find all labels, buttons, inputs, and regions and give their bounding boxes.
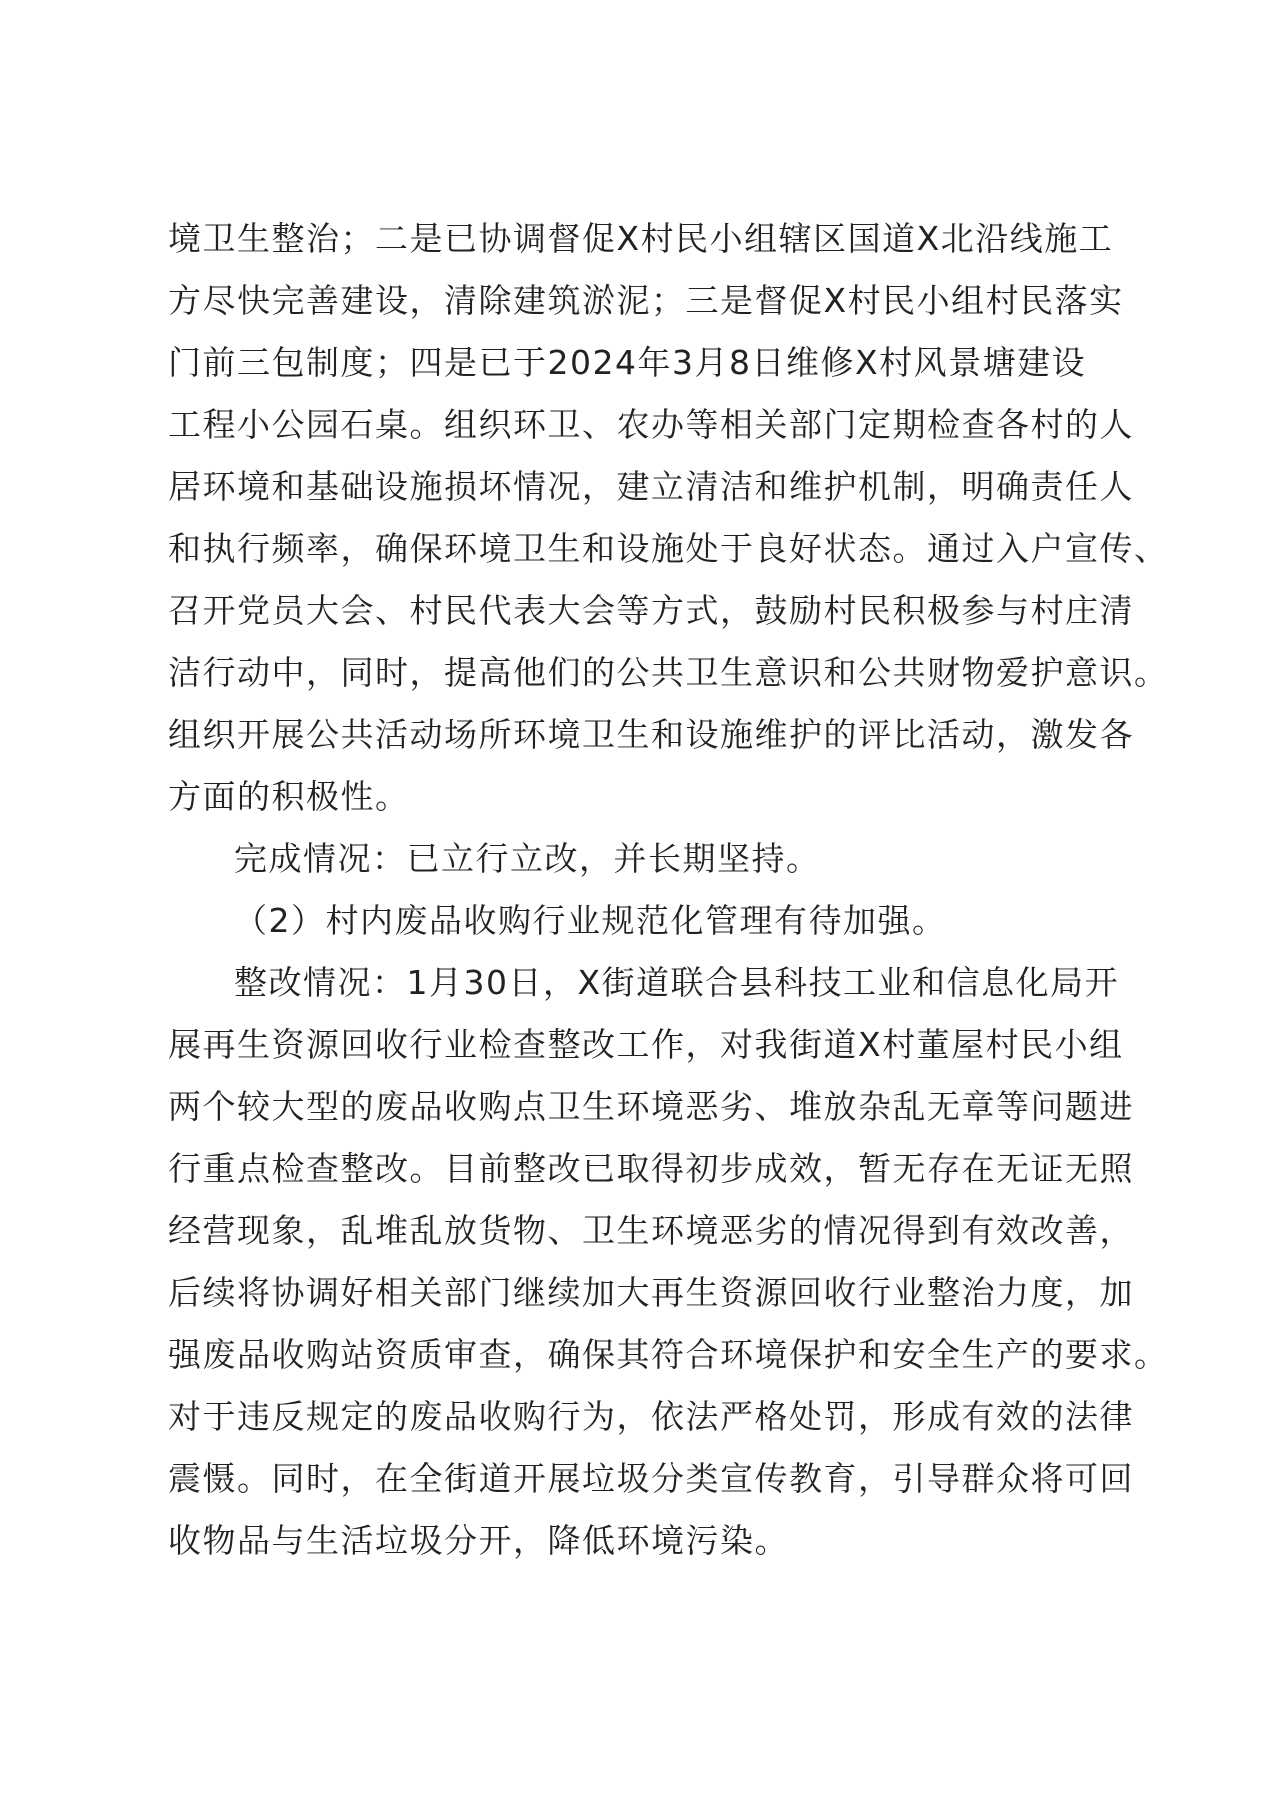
text-line: 震慑。同时，在全街道开展垃圾分类宣传教育，引导群众将可回 bbox=[168, 1459, 1134, 1498]
text-line: 方尽快完善建设，清除建筑淤泥；三是督促X村民小组村民落实 bbox=[168, 281, 1124, 320]
text-line: 经营现象，乱堆乱放货物、卫生环境恶劣的情况得到有效改善， bbox=[168, 1211, 1134, 1250]
text-line: 行重点检查整改。目前整改已取得初步成效，暂无存在无证无照 bbox=[168, 1149, 1134, 1188]
text-line: 和执行频率，确保环境卫生和设施处于良好状态。通过入户宣传、 bbox=[168, 529, 1169, 568]
section-heading: （2）村内废品收购行业规范化管理有待加强。 bbox=[234, 901, 947, 940]
text-line: 后续将协调好相关部门继续加大再生资源回收行业整治力度，加 bbox=[168, 1273, 1134, 1312]
text-line: 组织开展公共活动场所环境卫生和设施维护的评比活动，激发各 bbox=[168, 715, 1134, 754]
text-line: 境卫生整治；二是已协调督促X村民小组辖区国道X北沿线施工 bbox=[168, 219, 1114, 258]
text-line: 展再生资源回收行业检查整改工作，对我街道X村董屋村民小组 bbox=[168, 1025, 1124, 1064]
text-line: 方面的积极性。 bbox=[168, 777, 410, 816]
text-line: 强废品收购站资质审查，确保其符合环境保护和安全生产的要求。 bbox=[168, 1335, 1169, 1374]
text-line: 两个较大型的废品收购点卫生环境恶劣、堆放杂乱无章等问题进 bbox=[168, 1087, 1134, 1126]
text-line: 居环境和基础设施损坏情况，建立清洁和维护机制，明确责任人 bbox=[168, 467, 1134, 506]
text-line: 召开党员大会、村民代表大会等方式，鼓励村民积极参与村庄清 bbox=[168, 591, 1134, 630]
body-text bbox=[168, 208, 1169, 1572]
rectification-line: 整改情况：1月30日，X街道联合县科技工业和信息化局开 bbox=[234, 963, 1120, 1002]
text-line: 收物品与生活垃圾分开，降低环境污染。 bbox=[168, 1521, 789, 1560]
text-line: 工程小公园石桌。组织环卫、农办等相关部门定期检查各村的人 bbox=[168, 405, 1134, 444]
completion-status-line: 完成情况：已立行立改，并长期坚持。 bbox=[234, 839, 821, 878]
text-line: 对于违反规定的废品收购行为，依法严格处罚，形成有效的法律 bbox=[168, 1397, 1134, 1436]
text-line: 洁行动中，同时，提高他们的公共卫生意识和公共财物爱护意识。 bbox=[168, 653, 1169, 692]
text-line: 门前三包制度；四是已于2024年3月8日维修X村风景塘建设 bbox=[168, 343, 1087, 382]
